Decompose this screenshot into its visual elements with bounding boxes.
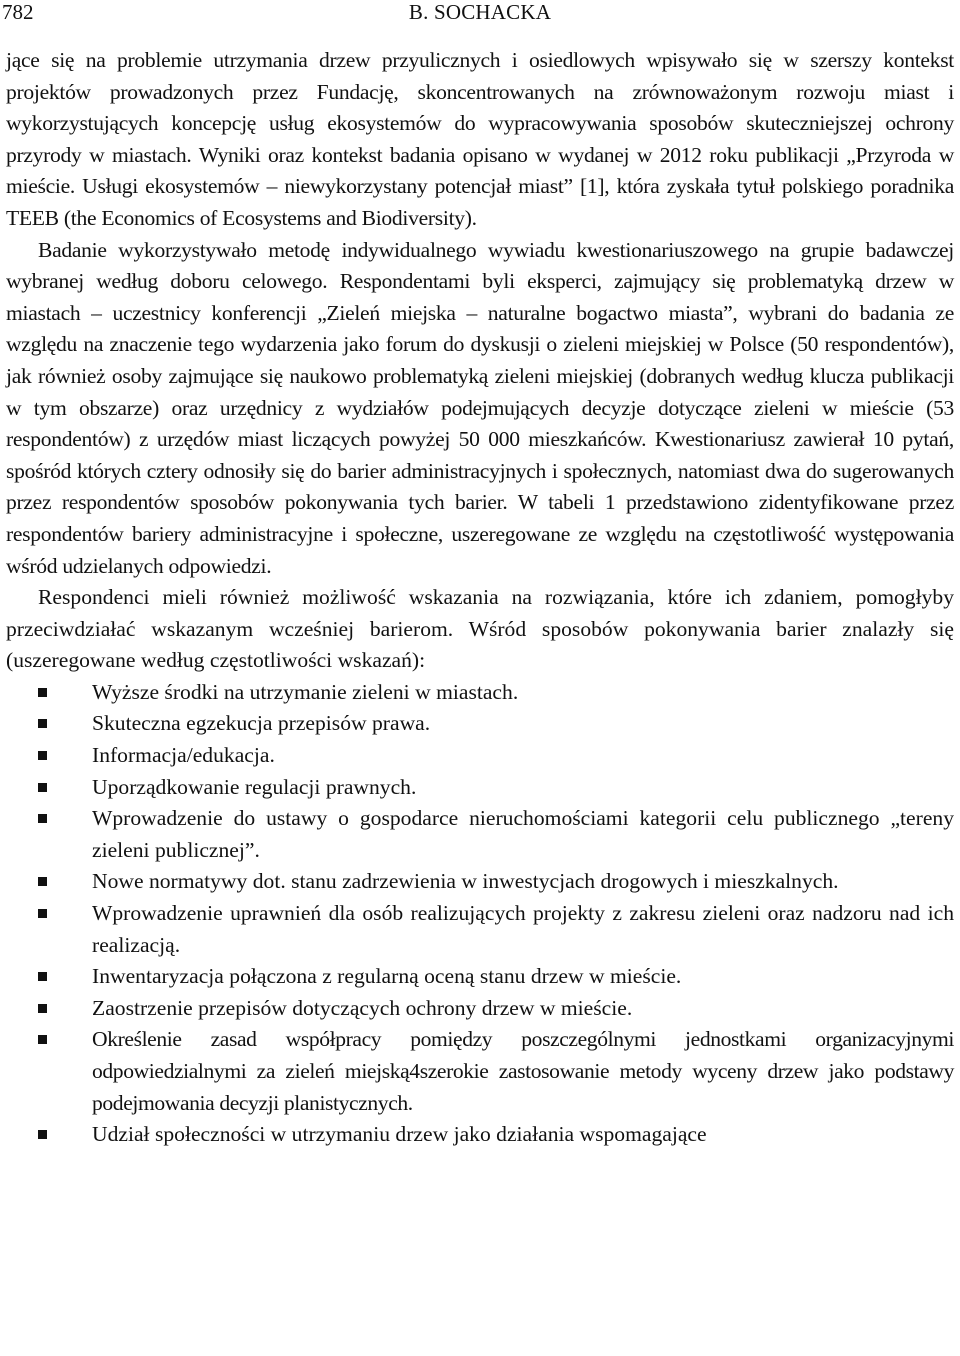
list-item	[6, 898, 954, 961]
list-item	[6, 803, 954, 866]
list-item	[6, 1024, 954, 1119]
list-item-text: Udział społeczności w utrzymaniu drzew jako działania wspomagające	[92, 1122, 707, 1147]
list-item	[6, 708, 954, 740]
solutions-list	[6, 677, 954, 1151]
square-bullet-icon	[38, 972, 47, 981]
square-bullet-icon	[38, 1035, 47, 1044]
running-head	[0, 0, 960, 24]
square-bullet-icon	[38, 814, 47, 823]
running-head-author: B. SOCHACKA	[408, 0, 552, 24]
list-item	[6, 866, 954, 898]
list-item-text: Wprowadzenie uprawnień dla osób realizujących projekty z zakresu zieleni oraz nadzoru nad ich realizacją.	[92, 901, 954, 957]
square-bullet-icon	[38, 688, 47, 697]
list-item-text: Inwentaryzacja połączona z regularną oceną stanu drzew w mieście.	[92, 964, 682, 989]
list-item	[6, 1119, 954, 1151]
square-bullet-icon	[38, 783, 47, 792]
list-item-text: Określenie zasad współpracy pomiędzy poszczególnymi jednostkami organizacyjnymi odpowiedzialnymi za zieleń miejską4szerokie zastosowanie metody wyceny drzew jako podstawy podejmowania decyzji planistycznych.	[92, 1027, 954, 1115]
square-bullet-icon	[38, 751, 47, 760]
list-item-text: Informacja/edukacja.	[92, 743, 275, 768]
square-bullet-icon	[38, 1004, 47, 1013]
list-item	[6, 740, 954, 772]
paragraph-2: Badanie wykorzystywało metodę indywidualnego wywiadu kwestionariuszowego na grupie badawczej wybranej według doboru celowego. Respondentami byli eksperci, zajmujący się problematyką drzew w miastach – uczestnicy konferencji „Zieleń miejska – naturalne bogactwo miasta”, wybrani do badania ze względu na znaczenie tego wydarzenia jako forum do dyskusji o zieleni miejskiej w Polsce (50 respondentów), jak również osoby zajmujące się naukowo problematyką zieleni miejskiej (dobranych według klucza publikacji w tym obszarze) oraz urzędnicy z wydziałów podejmujących decyzje dotyczące zieleni w mieście (53 respondentów) z urzędów miast liczących powyżej 50 000 mieszkańców. Kwestionariusz zawierał 10 pytań, spośród których cztery odnosiły się do barier administracyjnych i społecznych, natomiast dwa do sugerowanych przez respondentów sposobów pokonywania tych barier. W tabeli 1 przedstawiono zidentyfikowane przez respondentów bariery administracyjne i społeczne, uszeregowane ze względu na częstotliwość występowania wśród udzielanych odpowiedzi.	[6, 237, 954, 578]
list-item-text: Wprowadzenie do ustawy o gospodarce nieruchomościami kategorii celu publicznego „tereny zieleni publicznej”.	[92, 806, 954, 862]
square-bullet-icon	[38, 877, 47, 886]
list-item-text: Wyższe środki na utrzymanie zieleni w miastach.	[92, 679, 519, 704]
list-item-text: Zaostrzenie przepisów dotyczących ochrony drzew w mieście.	[92, 995, 633, 1020]
square-bullet-icon	[38, 909, 47, 918]
list-item	[6, 772, 954, 804]
paragraph-1: jące się na problemie utrzymania drzew przyulicznych i osiedlowych wpisywało się w szerszy kontekst projektów prowadzonych przez Fundację, skoncentrowanych na zrównoważonym rozwoju miast i wykorzystujących koncepcję usług ekosystemów do wypracowywania sposobów skuteczniejszej ochrony przyrody w miastach. Wyniki oraz kontekst badania opisano w wydanej w 2012 roku publikacji „Przyroda w mieście. Usługi ekosystemów – niewykorzystany potencjał miast” [1], która zyskała tytuł polskiego poradnika TEEB (the Economics of Ecosystems and Biodiversity).	[6, 48, 954, 230]
article-body	[6, 45, 954, 1151]
list-item-text: Uporządkowanie regulacji prawnych.	[92, 774, 417, 799]
list-item-text: Nowe normatywy dot. stanu zadrzewienia w inwestycjach drogowych i mieszkalnych.	[92, 869, 839, 894]
paragraph-3: Respondenci mieli również możliwość wskazania na rozwiązania, które ich zdaniem, pomogłyby przeciwdziałać wskazanym wcześniej barierom. Wśród sposobów pokonywania barier znalazły się (uszeregowane według częstotliwości wskazań):	[6, 585, 954, 673]
square-bullet-icon	[38, 719, 47, 728]
page-number: 782	[2, 0, 34, 24]
list-item	[6, 993, 954, 1025]
list-item	[6, 961, 954, 993]
square-bullet-icon	[38, 1130, 47, 1139]
list-item	[6, 677, 954, 709]
list-item-text: Skuteczna egzekucja przepisów prawa.	[92, 711, 431, 736]
